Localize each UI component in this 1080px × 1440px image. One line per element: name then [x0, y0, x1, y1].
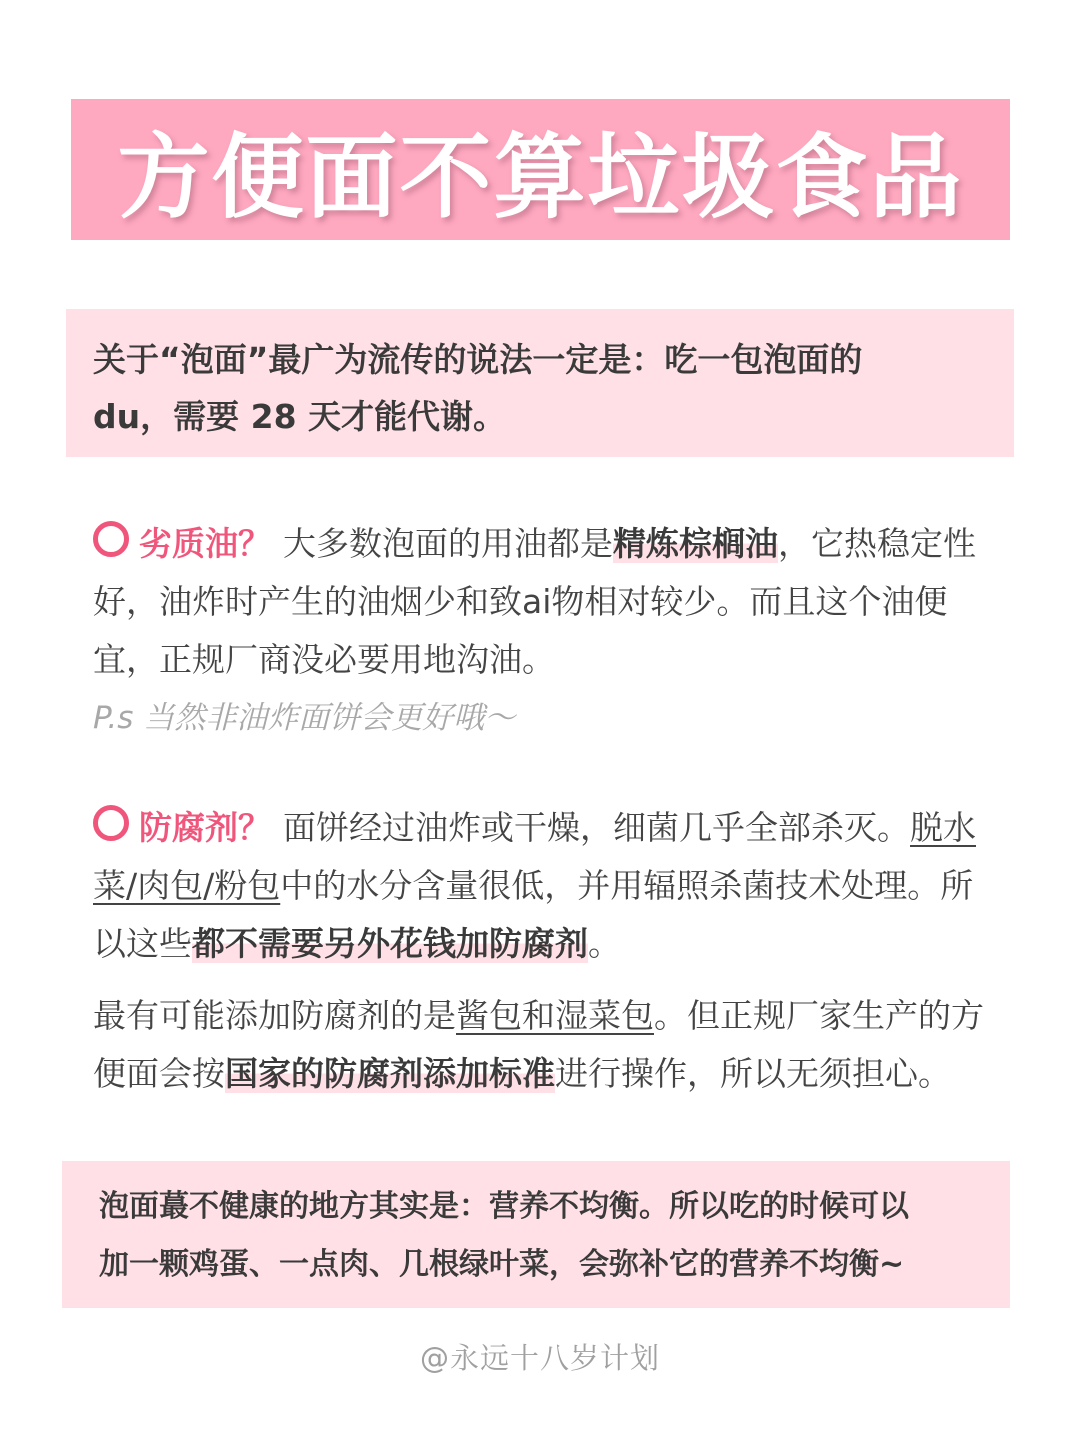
intro-text — [93, 331, 986, 445]
oil-note: P.s 当然非油炸面饼会更好哦～ — [93, 700, 516, 736]
preservative-text-b: 中的水分含量很低，并用辐照杀菌技术处理。所以这些 — [93, 866, 974, 963]
preservative-heading: 防腐剂？ — [139, 808, 271, 847]
p2-text-a: 最有可能添加防腐剂的是 — [93, 996, 456, 1035]
tip-box — [62, 1161, 1010, 1308]
footer-credit: @永远十八岁计划 — [419, 1341, 660, 1375]
intro-line-2: du，需要 28 天才能代谢。 — [93, 397, 507, 436]
oil-heading: 劣质油？ — [139, 524, 271, 563]
circle-bullet-icon — [93, 805, 129, 841]
preservative-text-c: 。 — [588, 924, 621, 963]
oil-highlight: 精炼棕榈油 — [613, 524, 778, 563]
intro-box — [66, 309, 1014, 457]
oil-text-a: 大多数泡面的用油都是 — [283, 524, 613, 563]
tip-line-2: 加一颗鸡蛋、一点肉、几根绿叶菜，会弥补它的营养不均衡~ — [99, 1247, 905, 1282]
p2-highlight: 国家的防腐剂添加标准 — [225, 1054, 555, 1093]
preservative-text-a: 面饼经过油炸或干燥，细菌几乎全部杀灭。 — [283, 808, 910, 847]
circle-bullet-icon — [93, 521, 129, 557]
p2-text-c: 进行操作，所以无须担心。 — [555, 1054, 951, 1093]
preservative-paragraph-2 — [93, 987, 993, 1103]
preservative-underline: 脱水菜/肉包/粉包 — [93, 808, 976, 905]
preservative-section — [93, 799, 993, 1103]
tip-line-1: 泡面蕞不健康的地方其实是：营养不均衡。所以吃的时候可以 — [99, 1189, 909, 1224]
oil-section — [93, 515, 993, 747]
preservative-paragraph — [93, 799, 993, 973]
oil-text-b: ，它热稳定性好，油炸时产生的油烟少和致ai物相对较少。而且这个油便宜，正规厂商没必要用地沟油。 — [93, 524, 976, 679]
p2-underline: 酱包和湿菜包 — [456, 996, 654, 1035]
preservative-highlight: 都不需要另外花钱加防腐剂 — [192, 924, 588, 963]
oil-paragraph — [93, 515, 993, 689]
title-banner — [71, 99, 1010, 240]
tip-text — [99, 1178, 990, 1294]
page-title: 方便面不算垃圾食品 — [117, 123, 964, 231]
p2-text-b: 。但正规厂家生产的方便面会按 — [93, 996, 984, 1093]
intro-line-1: 关于“泡面”最广为流传的说法一定是：吃一包泡面的 — [93, 340, 863, 379]
